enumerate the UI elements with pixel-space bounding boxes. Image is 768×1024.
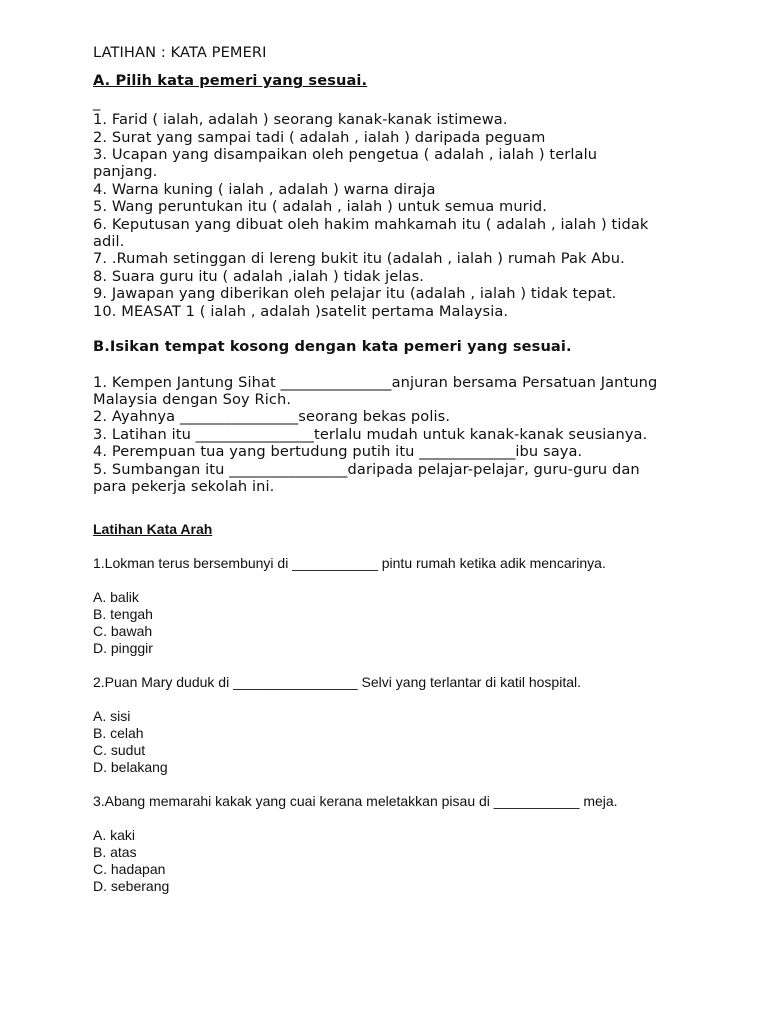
kata-arah-question-2 bbox=[93, 674, 693, 776]
kata-arah-heading: Latihan Kata Arah bbox=[93, 521, 213, 538]
list-item: 1. Kempen Jantung Sihat _______________anjuran bersama Persatuan Jantung Malaysia dengan Soy Rich. bbox=[93, 373, 663, 408]
option: C. sudut bbox=[93, 742, 146, 759]
option-list bbox=[93, 589, 693, 657]
option: C. bawah bbox=[93, 623, 153, 640]
option: D. pinggir bbox=[93, 640, 153, 657]
list-item: 3. Ucapan yang disampaikan oleh pengetua ( adalah , ialah ) terlalu panjang. bbox=[93, 146, 602, 181]
section-a-marker: _ bbox=[93, 93, 101, 111]
option: C. hadapan bbox=[93, 861, 166, 878]
option-list bbox=[93, 708, 693, 776]
question-text: 1.Lokman terus bersembunyi di ___________ pintu rumah ketika adik mencarinya. bbox=[93, 555, 606, 572]
kata-arah-question-1 bbox=[93, 555, 693, 657]
option: D. seberang bbox=[93, 878, 170, 895]
list-item: para pekerja sekolah ini. bbox=[93, 477, 275, 495]
question-text: 3.Abang memarahi kakak yang cuai kerana meletakkan pisau di ___________ meja. bbox=[93, 793, 618, 810]
list-item: 8. Suara guru itu ( adalah ,ialah ) tidak jelas. bbox=[93, 267, 425, 285]
worksheet-page bbox=[93, 44, 693, 912]
list-item: 2. Surat yang sampai tadi ( adalah , ialah ) daripada peguam bbox=[93, 128, 546, 146]
option: D. belakang bbox=[93, 759, 168, 776]
option: A. sisi bbox=[93, 708, 131, 725]
option-list bbox=[93, 827, 693, 895]
list-item: 5. Sumbangan itu ________________daripada pelajar-pelajar, guru-guru dan bbox=[93, 460, 640, 478]
option: B. celah bbox=[93, 725, 144, 742]
list-item: 1. Farid ( ialah, adalah ) seorang kanak-kanak istimewa. bbox=[93, 111, 508, 129]
list-item: 7. .Rumah setinggan di lereng bukit itu (adalah , ialah ) rumah Pak Abu. bbox=[93, 250, 625, 268]
list-item: 3. Latihan itu ________________terlalu mudah untuk kanak-kanak seusianya. bbox=[93, 425, 648, 443]
section-b-list bbox=[93, 374, 693, 496]
section-b-heading: B.Isikan tempat kosong dengan kata pemeri yang sesuai. bbox=[93, 338, 572, 356]
list-item: 4. Perempuan tua yang bertudung putih itu _____________ibu saya. bbox=[93, 443, 583, 461]
list-item: 2. Ayahnya ________________seorang bekas polis. bbox=[93, 408, 451, 426]
list-item: 10. MEASAT 1 ( ialah , adalah )satelit pertama Malaysia. bbox=[93, 302, 509, 320]
section-a-list bbox=[93, 111, 693, 320]
list-item: 9. Jawapan yang diberikan oleh pelajar itu (adalah , ialah ) tidak tepat. bbox=[93, 285, 617, 303]
option: B. atas bbox=[93, 844, 137, 861]
option: B. tengah bbox=[93, 606, 153, 623]
list-item: 6. Keputusan yang dibuat oleh hakim mahkamah itu ( adalah , ialah ) tidak adil. bbox=[93, 215, 654, 251]
page-title: LATIHAN : KATA PEMERI bbox=[93, 44, 267, 61]
option: A. balik bbox=[93, 589, 139, 606]
list-item: 4. Warna kuning ( ialah , adalah ) warna diraja bbox=[93, 180, 436, 198]
list-item: 5. Wang peruntukan itu ( adalah , ialah ) untuk semua murid. bbox=[93, 198, 548, 216]
kata-arah-question-3 bbox=[93, 793, 693, 895]
question-text: 2.Puan Mary duduk di ________________ Selvi yang terlantar di katil hospital. bbox=[93, 674, 581, 691]
section-a-heading: A. Pilih kata pemeri yang sesuai. bbox=[93, 72, 368, 90]
option: A. kaki bbox=[93, 827, 136, 844]
